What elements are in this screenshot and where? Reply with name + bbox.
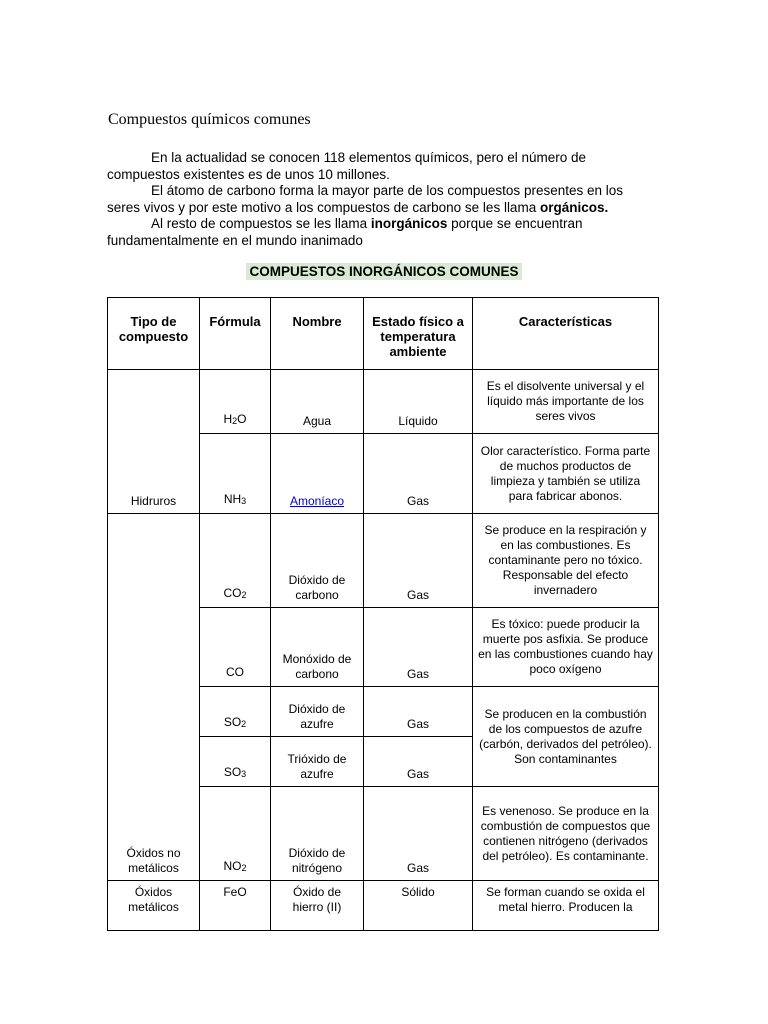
name-cell: Dióxido de nitrógeno	[271, 787, 364, 881]
compounds-table	[107, 297, 659, 931]
intro-paragraph-1: En la actualidad se conocen 118 elementos químicos, pero el número de compuestos existentes es de unos 10 millones.	[107, 150, 587, 182]
name-cell: Dióxido de carbono	[271, 514, 364, 608]
characteristics-cell: Se producen en la combustión de los compuestos de azufre (carbón, derivados del petróleo). Son contaminantes	[473, 687, 659, 787]
name-cell: Dióxido de azufre	[271, 687, 364, 737]
intro-paragraph-3	[107, 216, 647, 249]
name-cell: Monóxido de carbono	[271, 608, 364, 687]
table-row	[108, 881, 659, 931]
intro-p3-bold: inorgánicos	[370, 216, 448, 231]
header-nombre: Nombre	[271, 298, 364, 370]
intro-paragraph-2	[107, 183, 647, 216]
header-tipo: Tipo de compuesto	[108, 298, 200, 370]
formula-cell: $NO_2$	[200, 787, 271, 881]
amoniaco-link[interactable]: Amoníaco	[289, 494, 345, 508]
intro-p3-text: Al resto de compuestos se les llama	[151, 216, 371, 231]
intro-p3-tail: porque se encuentran fundamentalmente en el mundo inanimado	[107, 216, 583, 248]
formula-cell: $NH_3$	[200, 434, 271, 514]
formula-cell: FeO	[200, 881, 271, 931]
characteristics-cell: Es tóxico: puede producir la muerte pos asfixia. Se produce en las combustiones cuando hay poco oxígeno	[473, 608, 659, 687]
name-cell: Óxido de hierro (II)	[271, 881, 364, 931]
name-cell: Trióxido de azufre	[271, 737, 364, 787]
group-cell: Óxidos metálicos	[108, 881, 200, 931]
table-header-row	[108, 298, 659, 370]
group-cell: Hidruros	[108, 370, 200, 514]
formula-cell: $CO_2$	[200, 514, 271, 608]
header-estado: Estado físico a temperatura ambiente	[364, 298, 473, 370]
header-formula: Fórmula	[200, 298, 271, 370]
state-cell: Gas	[364, 737, 473, 787]
page-heading: Compuestos químicos comunes	[108, 111, 311, 128]
name-cell	[271, 434, 364, 514]
state-cell: Gas	[364, 434, 473, 514]
intro-text	[107, 150, 647, 249]
characteristics-cell: Es el disolvente universal y el líquido más importante de los seres vivos	[473, 370, 659, 434]
intro-p2-text: El átomo de carbono forma la mayor parte de los compuestos presentes en los seres vivos y por este motivo a los compuestos de carbono se les llama	[107, 183, 623, 215]
table-title	[0, 263, 768, 281]
name-cell: Agua	[271, 370, 364, 434]
table-title-text: COMPUESTOS INORGÁNICOS COMUNES	[246, 263, 521, 280]
state-cell: Gas	[364, 608, 473, 687]
state-cell: Gas	[364, 787, 473, 881]
characteristics-cell: Olor característico. Forma parte de muchos productos de limpieza y también se utiliza para fabricar abonos.	[473, 434, 659, 514]
intro-p2-bold: orgánicos.	[539, 199, 609, 215]
state-cell: Gas	[364, 687, 473, 737]
table-row	[108, 370, 659, 434]
characteristics-cell: Es venenoso. Se produce en la combustión de compuestos que contienen nitrógeno (derivados del petróleo). Es contaminante.	[473, 787, 659, 881]
state-cell: Líquido	[364, 370, 473, 434]
formula-cell: $H_2O$	[200, 370, 271, 434]
formula-cell: $SO_3$	[200, 737, 271, 787]
characteristics-cell: Se forman cuando se oxida el metal hierro. Producen la	[473, 881, 659, 931]
table-row	[108, 514, 659, 608]
formula-cell: $SO_2$	[200, 687, 271, 737]
formula-cell: CO	[200, 608, 271, 687]
header-caracteristicas: Características	[473, 298, 659, 370]
group-cell: Óxidos no metálicos	[108, 514, 200, 881]
characteristics-cell: Se produce en la respiración y en las combustiones. Es contaminante pero no tóxico. Responsable del efecto invernadero	[473, 514, 659, 608]
state-cell: Gas	[364, 514, 473, 608]
state-cell: Sólido	[364, 881, 473, 931]
